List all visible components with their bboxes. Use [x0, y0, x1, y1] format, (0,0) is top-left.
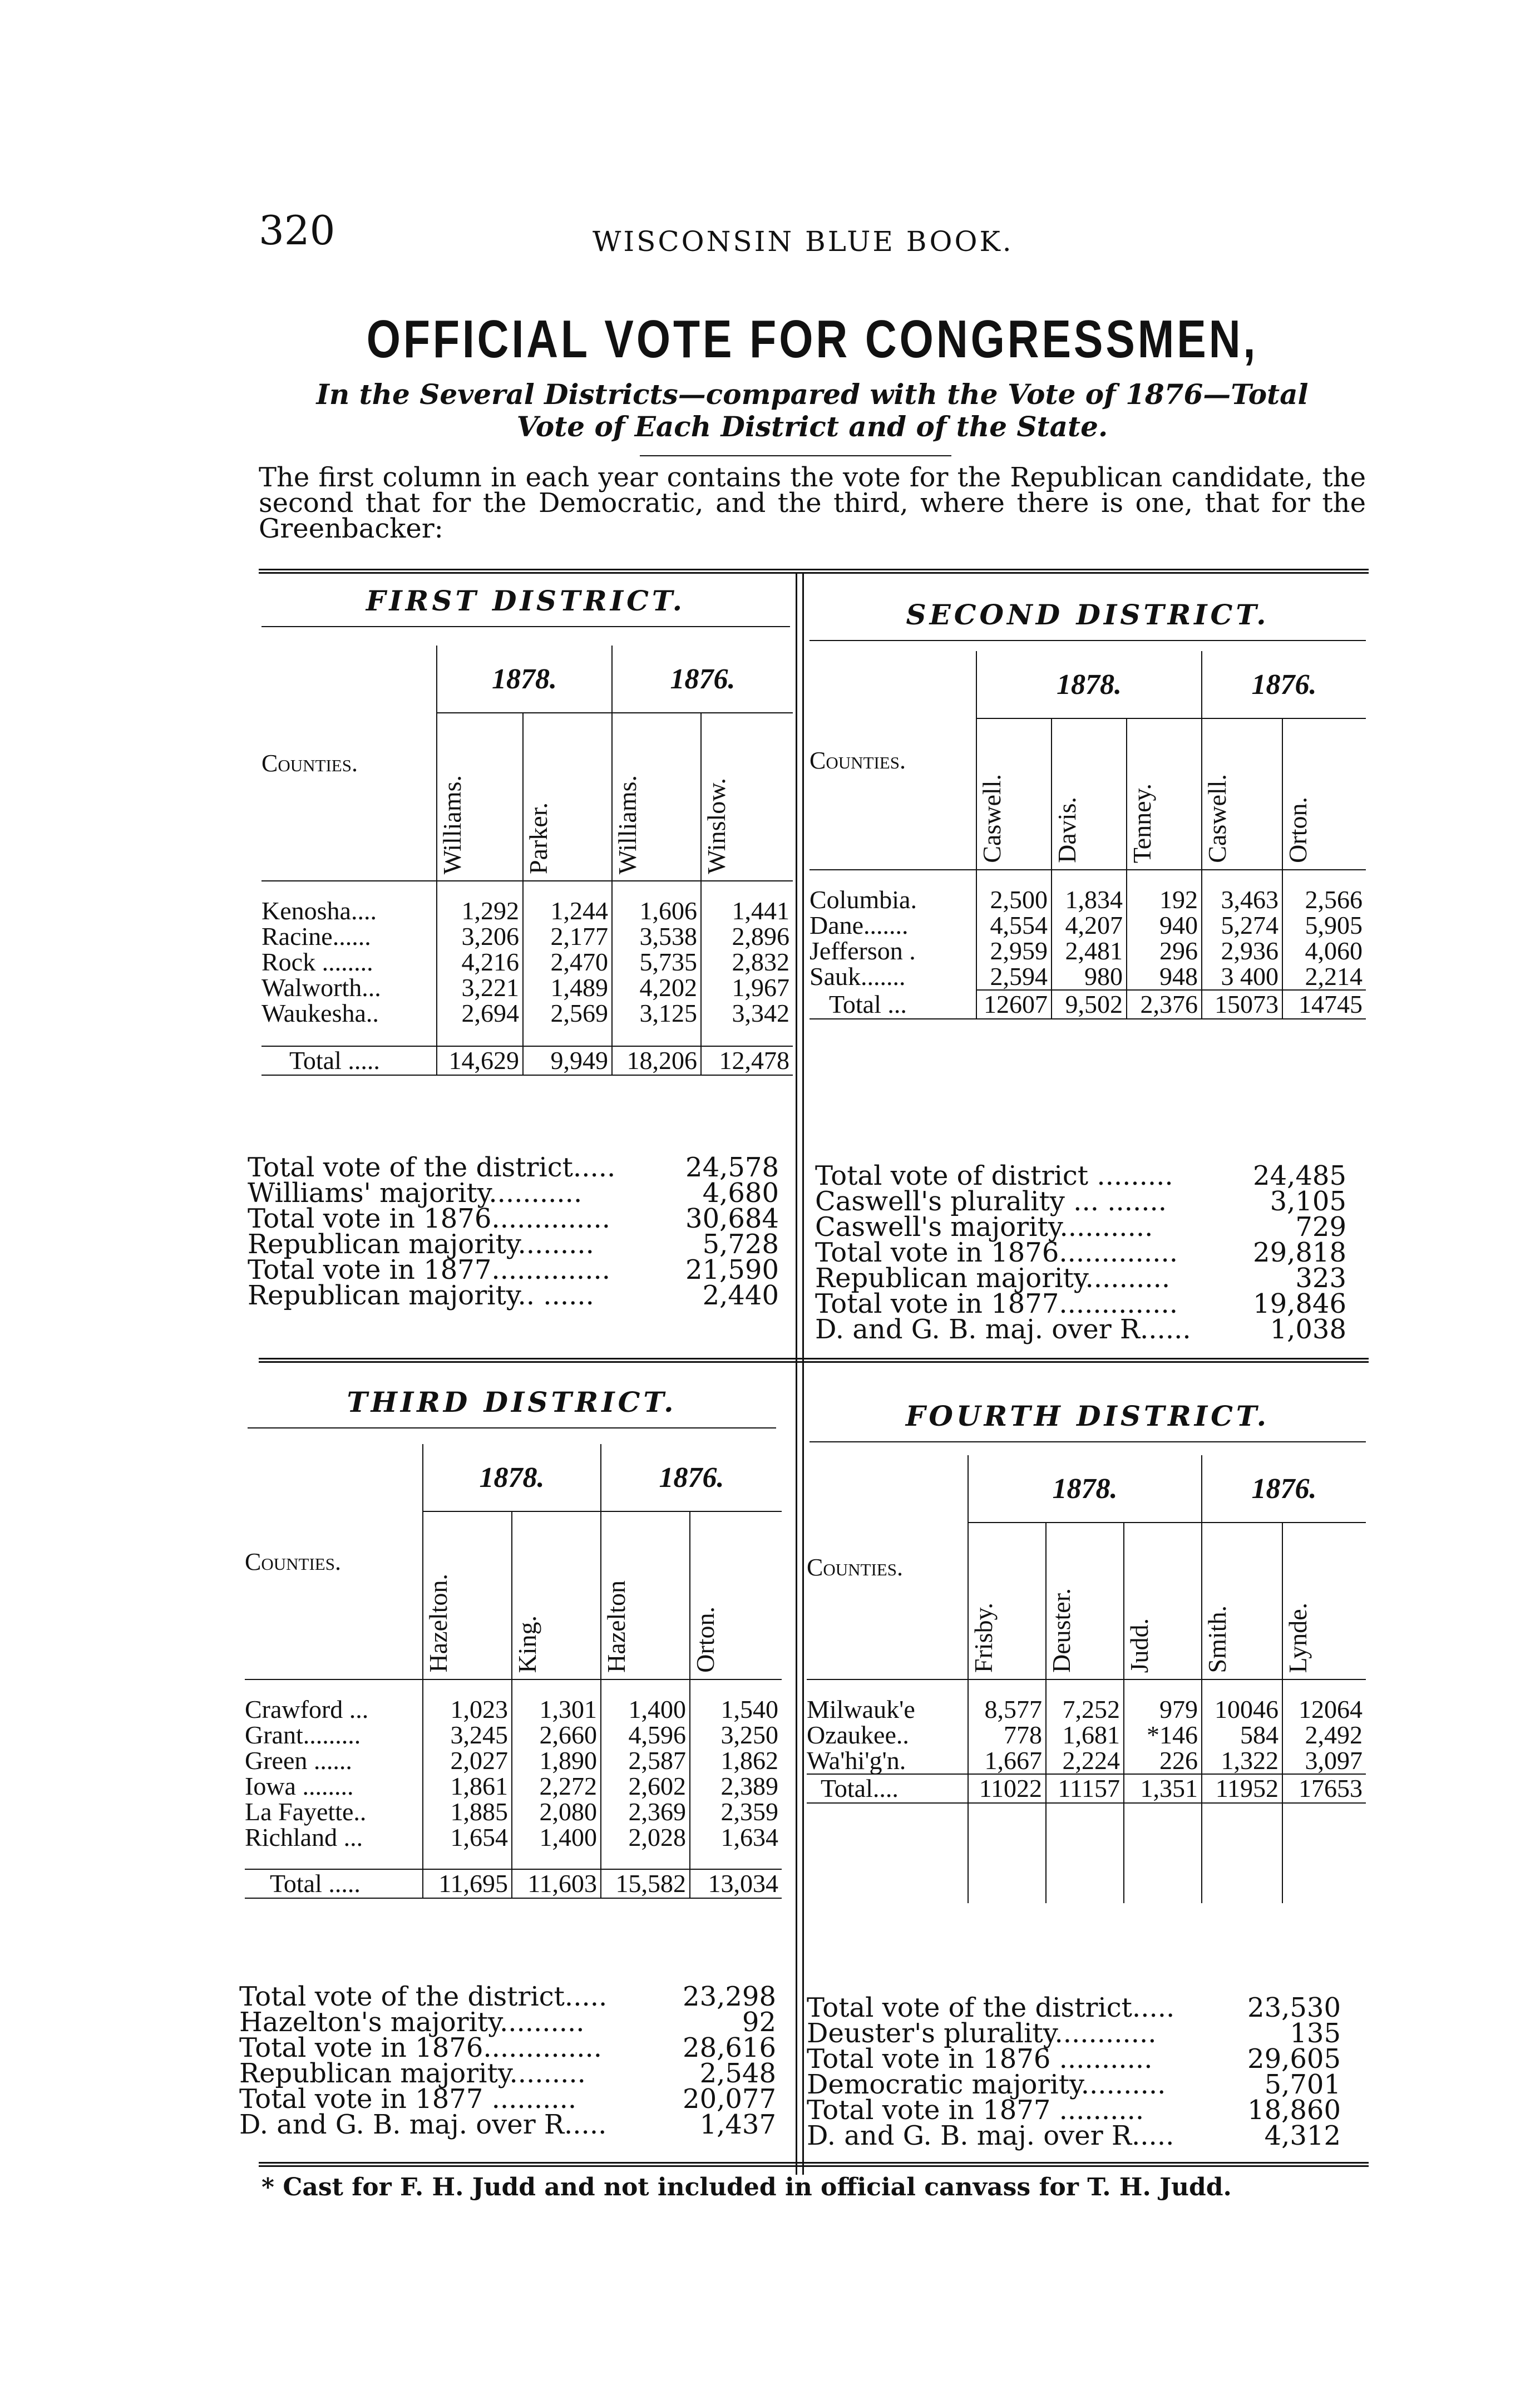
- subtitle-line-1: In the Several Districts—compared with the Vote of 1876—Total: [316, 378, 1309, 411]
- vote-column: 8,577 778 1,667: [968, 1679, 1046, 1774]
- total-row: Total ..... 11,695 11,603 15,582 13,034: [245, 1869, 782, 1898]
- county-names: Milwauk'e Ozaukee.. Wa'hi'g'n.: [807, 1695, 915, 1775]
- middle-double-rule: [259, 1358, 1369, 1363]
- counties-header: Counties.: [245, 1548, 341, 1575]
- vote-column: 1,023 3,245 2,027 1,861 1,885 1,654: [423, 1679, 512, 1850]
- vote-column: 1,301 2,660 1,890 2,272 2,080 1,400: [512, 1679, 601, 1850]
- third-district-table: [245, 1444, 782, 1899]
- candidate-header: Parker.: [523, 713, 612, 881]
- candidate-header: Smith.: [1202, 1523, 1282, 1679]
- vote-column: 1,244 2,177 2,470 1,489 2,569: [523, 881, 612, 1026]
- candidate-header: Orton.: [1282, 718, 1366, 870]
- running-head: WISCONSIN BLUE BOOK.: [593, 225, 1014, 258]
- vote-column: 10046 584 1,322: [1202, 1679, 1282, 1774]
- footnote: * Cast for F. H. Judd and not included in official canvass for T. H. Judd.: [261, 2173, 1232, 2201]
- page-number: 320: [259, 207, 335, 254]
- year-1876-header: 1876.: [601, 1444, 782, 1511]
- candidate-header: Deuster.: [1046, 1523, 1124, 1679]
- year-1878-header: 1878.: [423, 1444, 601, 1511]
- candidate-header: Tenney.: [1127, 718, 1202, 870]
- candidate-header: Williams.: [437, 713, 523, 881]
- candidate-header: Caswell.: [976, 718, 1052, 870]
- vote-column: 2,566 5,905 4,060 2,214: [1282, 870, 1366, 990]
- year-1878-header: 1878.: [968, 1455, 1202, 1523]
- center-divider-2: [802, 572, 804, 2175]
- vote-column: 1,540 3,250 1,862 2,389 2,359 1,634: [690, 1679, 782, 1850]
- candidate-header: Hazelton: [601, 1511, 690, 1679]
- vote-column: 1,834 4,207 2,481 980: [1052, 870, 1127, 990]
- counties-header: Counties.: [810, 746, 906, 774]
- first-title-rule: [261, 626, 790, 627]
- bottom-double-rule: [259, 2162, 1369, 2167]
- fourth-district-title: FOURTH DISTRICT.: [905, 1400, 1270, 1432]
- candidate-header: Caswell.: [1202, 718, 1282, 870]
- total-row: Total.... 11022 11157 1,351 11952 17653: [807, 1774, 1366, 1803]
- county-names: Columbia. Dane....... Jefferson . Sauk.......: [810, 885, 917, 991]
- fourth-district-summary: Total vote of the district..... 23,530 Deuster's plurality............ 135 Total vote in 1876 ........... 29,605 Democratic majority.......... 5,701 Total vote in 1877 .......... 18,860 D. and G. B. maj. over R..... 4,312: [807, 1992, 1341, 2151]
- counties-header: Counties.: [807, 1553, 903, 1581]
- total-row: Total ... 12607 9,502 2,376 15073 14745: [810, 990, 1366, 1019]
- first-district-table: [261, 646, 793, 1076]
- counties-header: Counties.: [261, 749, 358, 777]
- second-title-rule: [810, 640, 1366, 641]
- vote-column: 12064 2,492 3,097: [1282, 1679, 1366, 1774]
- vote-column: 1,441 2,896 2,832 1,967 3,342: [701, 881, 793, 1026]
- vote-column: 1,292 3,206 4,216 3,221 2,694: [437, 881, 523, 1026]
- first-district-summary: Total vote of the district..... 24,578 Williams' majority........... 4,680 Total vote in 1876.............. 30,684 Republican majority......... 5,728 Total vote in 1877.............. 21,590 Republican majority.. ...... 2,440: [248, 1152, 779, 1311]
- fourth-title-rule: [810, 1441, 1366, 1442]
- candidate-header: Winslow.: [701, 713, 793, 881]
- year-1876-header: 1876.: [1202, 1455, 1366, 1523]
- intro-paragraph: The first column in each year contains the vote for the Republican candidate, the second that for the Democratic, and the third, where there is one, that for the Greenbacker:: [259, 462, 1366, 544]
- candidate-header: Frisby.: [968, 1523, 1046, 1679]
- candidate-header: King.: [512, 1511, 601, 1679]
- vote-column: 1,606 3,538 5,735 4,202 3,125: [612, 881, 701, 1026]
- top-double-rule: [259, 569, 1369, 574]
- first-district-title: FIRST DISTRICT.: [366, 584, 686, 617]
- candidate-header: Davis.: [1052, 718, 1127, 870]
- subtitle-line-2: Vote of Each District and of the State.: [516, 410, 1108, 443]
- vote-column: 192 940 296 948: [1127, 870, 1202, 990]
- candidate-header: Lynde.: [1282, 1523, 1366, 1679]
- third-title-rule: [248, 1427, 776, 1428]
- year-1878-header: 1878.: [976, 651, 1202, 718]
- vote-column: 7,252 1,681 2,224: [1046, 1679, 1124, 1774]
- center-divider: [796, 572, 797, 2175]
- year-1876-header: 1876.: [612, 646, 793, 713]
- vote-column: 2,500 4,554 2,959 2,594: [976, 870, 1052, 990]
- county-names: Kenosha.... Racine...... Rock ........ Walworth... Waukesha..: [261, 896, 381, 1027]
- vote-column: 979 *146 226: [1124, 1679, 1202, 1774]
- fourth-district-table: [807, 1455, 1366, 1903]
- year-1876-header: 1876.: [1202, 651, 1366, 718]
- divider: [640, 455, 951, 456]
- county-names: Crawford ... Grant......... Green ...... Iowa ........ La Fayette.. Richland ...: [245, 1695, 369, 1851]
- candidate-header: Hazelton.: [423, 1511, 512, 1679]
- third-district-title: THIRD DISTRICT.: [347, 1386, 677, 1418]
- vote-column: 3,463 5,274 2,936 3 400: [1202, 870, 1282, 990]
- year-1878-header: 1878.: [437, 646, 612, 713]
- total-row: Total ..... 14,629 9,949 18,206 12,478: [261, 1046, 793, 1075]
- candidate-header: Judd.: [1124, 1523, 1202, 1679]
- candidate-header: Orton.: [690, 1511, 782, 1679]
- third-district-summary: Total vote of the district..... 23,298 Hazelton's majority.......... 92 Total vote in 1876.............. 28,616 Republican majority......... 2,548 Total vote in 1877 .......... 20,077 D. and G. B. maj. over R..... 1,437: [239, 1981, 776, 2140]
- second-district-summary: Total vote of district ......... 24,485 Caswell's plurality ... ....... 3,105 Caswell's majority........... 729 Total vote in 1876.............. 29,818 Republican majority.......... 323 Total vote in 1877.............. 19,846 D. and G. B. maj. over R...... 1,038: [815, 1160, 1346, 1345]
- second-district-title: SECOND DISTRICT.: [906, 598, 1270, 631]
- page-title: OFFICIAL VOTE FOR CONGRESSMEN,: [366, 309, 1258, 369]
- second-district-table: [810, 651, 1366, 1019]
- subtitle: [256, 378, 1369, 443]
- vote-column: 1,400 4,596 2,587 2,602 2,369 2,028: [601, 1679, 690, 1850]
- candidate-header: Williams.: [612, 713, 701, 881]
